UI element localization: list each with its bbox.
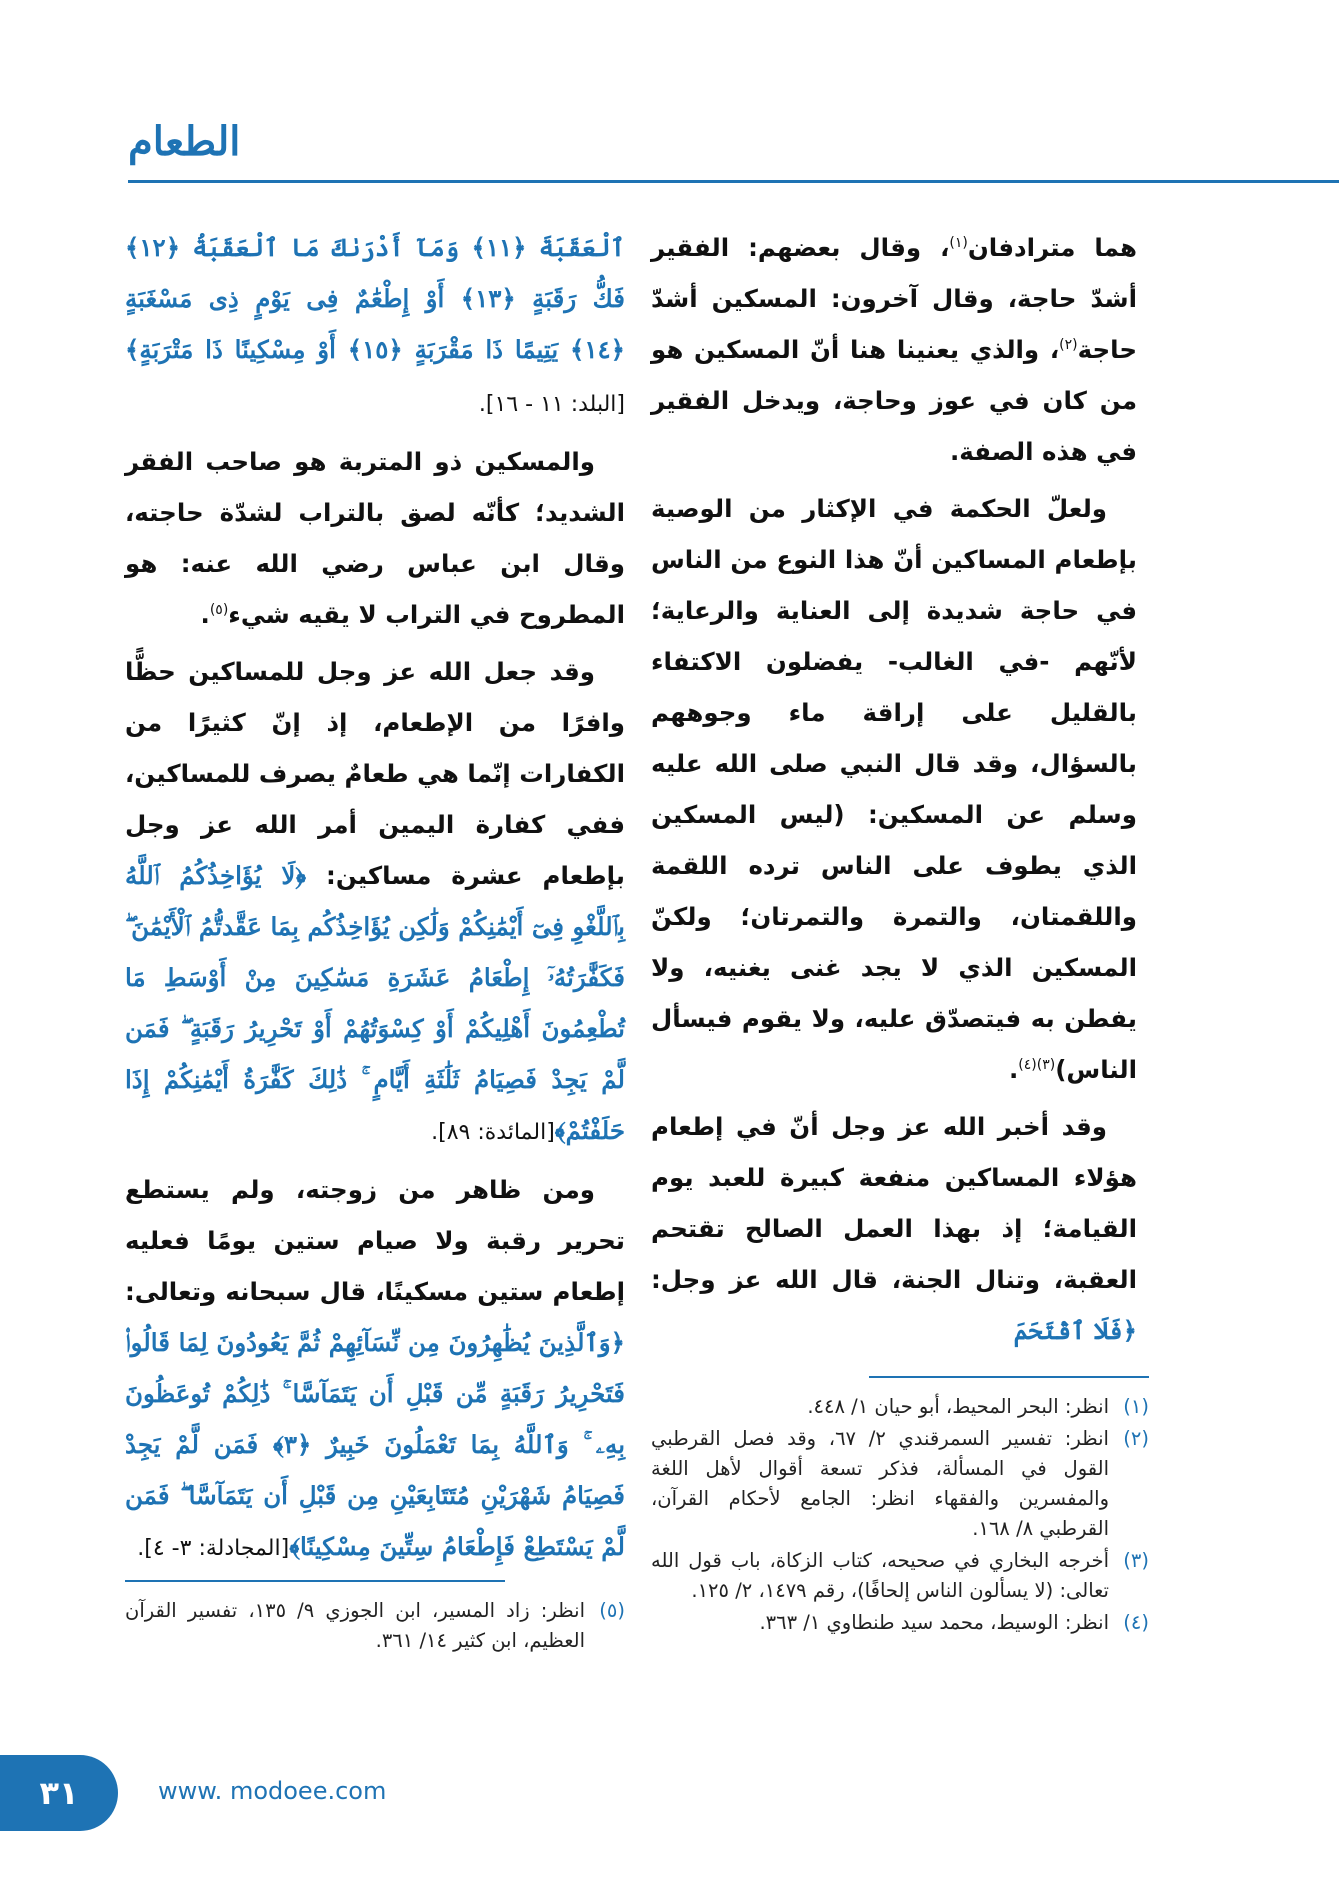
text-run: وقد أخبر الله عز وجل أنّ في إطعام هؤلاء المساكين منفعة كبيرة للعبد يوم القيامة؛ إذ بهذا العمل الصالح تقتحم العقبة، وتنال الجنة، قال الله عز وجل: <box>651 1112 1137 1294</box>
website-link[interactable]: www. modoee.com <box>158 1777 387 1805</box>
footnote-item <box>125 1596 625 1656</box>
quran-verse: ﴿وَٱلَّذِينَ يُظَٰهِرُونَ مِن نِّسَآئِهِمْ ثُمَّ يَعُودُونَ لِمَا قَالُوا۟ فَتَحْرِيرُ رَقَبَةٍ مِّن قَبْلِ أَن يَتَمَآسَّا ۚ ذَٰلِكُمْ تُوعَظُونَ بِهِۦ ۚ وَٱللَّهُ بِمَا تَعْمَلُونَ خَبِيرٌ ﴿٣﴾ فَمَن لَّمْ يَجِدْ فَصِيَامُ شَهْرَيْنِ مُتَتَابِعَيْنِ مِن قَبْلِ أَن يَتَمَآسَّا ۖ فَمَن لَّمْ يَسْتَطِعْ فَإِطْعَامُ سِتِّينَ مِسْكِينًا﴾ <box>125 1328 626 1561</box>
footnote-item <box>651 1608 1149 1638</box>
paragraph-3 <box>651 1101 1137 1356</box>
footnote-item <box>651 1424 1149 1544</box>
footnotes-left <box>125 1596 625 1658</box>
verse-reference: [المائدة: ٨٩]. <box>431 1120 555 1145</box>
text-run: ، وقال بعضهم: الفقير أشدّ حاجة، وقال آخرون: المسكين أشدّ حاجة <box>651 233 1137 364</box>
text-run: ومن ظاهر من زوجته، ولم يستطع تحرير رقبة ولا صيام ستين يومًا فعليه إطعام ستين مسكينًا، قال سبحانه وتعالى: <box>125 1175 625 1306</box>
quran-verse: ﴿فَلَا ٱقْتَحَمَ <box>1013 1316 1137 1345</box>
footnote-ref-3-4[interactable]: (٣)(٤) <box>1018 1056 1056 1073</box>
text-run: . <box>1008 1055 1019 1084</box>
header-divider <box>128 180 1339 183</box>
quran-verse: ﴿لَا يُؤَاخِذُكُمُ ٱللَّهُ بِٱللَّغْوِ فِىٓ أَيْمَٰنِكُمْ وَلَٰكِن يُؤَاخِذُكُم بِمَا عَقَّدتُّمُ ٱلْأَيْمَٰنَ ۖ فَكَفَّٰرَتُهُۥٓ إِطْعَامُ عَشَرَةِ مَسَٰكِينَ مِنْ أَوْسَطِ مَا تُطْعِمُونَ أَهْلِيكُمْ أَوْ كِسْوَتُهُمْ أَوْ تَحْرِيرُ رَقَبَةٍ ۖ فَمَن لَّمْ يَجِدْ فَصِيَامُ ثَلَٰثَةِ أَيَّامٍ ۚ ذَٰلِكَ كَفَّٰرَةُ أَيْمَٰنِكُمْ إِذَا حَلَفْتُمْ﴾ <box>125 861 625 1145</box>
footnote-text: أخرجه البخاري في صحيحه، كتاب الزكاة، باب قول الله تعالى: (لا يسألون الناس إلحافًا)، رقم ١٤٧٩، ٢/ ١٢٥. <box>651 1549 1109 1602</box>
verse-reference: [البلد: ١١ - ١٦]. <box>478 392 625 417</box>
footnote-item <box>651 1392 1149 1422</box>
paragraph-2 <box>651 483 1137 1095</box>
footnote-text: انظر: الوسيط، محمد سيد طنطاوي ١/ ٣٦٣. <box>759 1611 1109 1634</box>
page-title: الطعام <box>128 118 241 165</box>
page-number-badge <box>0 1755 118 1831</box>
footnote-item <box>651 1546 1149 1606</box>
paragraph-5 <box>125 646 625 1158</box>
paragraph-6 <box>125 1164 625 1574</box>
text-run: ولعلّ الحكمة في الإكثار من الوصية بإطعام المساكين أنّ هذا النوع من الناس في حاجة شديدة إلى العناية والرعاية؛ لأنّهم -في الغالب- يفضلون الاكتفاء بالقليل على إراقة ماء وجوههم بالسؤال، وقد قال النبي صلى الله عليه وسلم عن المسكين: (ليس المسكين الذي يطوف على الناس ترده اللقمة واللقمتان، والتمرة والتمرتان؛ ولكنّ المسكين الذي لا يجد غنى يغنيه، ولا يفطن به فيتصدّق عليه، ولا يقوم فيسأل الناس) <box>651 494 1137 1084</box>
verse-reference: [المجادلة: ٣- ٤]. <box>137 1536 290 1561</box>
footnote-number: (٢) <box>1123 1427 1149 1450</box>
text-run: ، والذي يعنينا هنا أنّ المسكين هو من كان في عوز وحاجة، ويدخل الفقير في هذه الصفة. <box>651 335 1137 466</box>
text-run: وقد جعل الله عز وجل للمساكين حظًّا وافرًا من الإطعام، إذ إنّ كثيرًا من الكفارات إنّما هي طعامٌ يصرف للمساكين، ففي كفارة اليمين أمر الله عز وجل بإطعام عشرة مساكين: <box>125 657 625 890</box>
paragraph-4 <box>125 436 625 640</box>
page-number: ٣١ <box>39 1774 79 1812</box>
footnote-ref-1[interactable]: (١) <box>949 234 968 251</box>
left-column <box>125 222 625 1580</box>
footnote-ref-2[interactable]: (٢) <box>1059 336 1078 353</box>
footnotes-right <box>651 1392 1149 1640</box>
footnote-divider <box>869 1376 1149 1378</box>
text-run: هما مترادفان <box>967 233 1137 262</box>
paragraph-1 <box>651 222 1137 477</box>
quran-verse: ٱلْعَقَبَةَ ﴿١١﴾ وَمَآ أَدْرَىٰكَ مَا ٱلْعَقَبَةُ ﴿١٢﴾ فَكُّ رَقَبَةٍ ﴿١٣﴾ أَوْ إِطْعَٰمٌ فِى يَوْمٍ ذِى مَسْغَبَةٍ ﴿١٤﴾ يَتِيمًا ذَا مَقْرَبَةٍ ﴿١٥﴾ أَوْ مِسْكِينًا ذَا مَتْرَبَةٍ﴾ <box>125 233 625 364</box>
footnote-number: (٤) <box>1123 1611 1149 1634</box>
footnote-number: (٣) <box>1123 1549 1149 1572</box>
text-run: . <box>200 600 210 629</box>
footnote-text: انظر: البحر المحيط، أبو حيان ١/ ٤٤٨. <box>807 1395 1109 1418</box>
paragraph-quran-balad <box>125 222 625 430</box>
footnote-number: (١) <box>1123 1395 1149 1418</box>
text-run: والمسكين ذو المتربة هو صاحب الفقر الشديد؛ كأنّه لصق بالتراب لشدّة حاجته، وقال ابن عباس رضي الله عنه: هو المطروح في التراب لا يقيه شيء <box>125 447 625 629</box>
footnote-text: انظر: زاد المسير، ابن الجوزي ٩/ ١٣٥، تفسير القرآن العظيم، ابن كثير ١٤/ ٣٦١. <box>125 1599 585 1652</box>
footnote-ref-5[interactable]: (٥) <box>209 601 229 618</box>
footnote-divider <box>125 1580 505 1582</box>
footnote-text: انظر: تفسير السمرقندي ٢/ ٦٧، وقد فصل القرطبي القول في المسألة، فذكر تسعة أقوال لأهل اللغة والمفسرين والفقهاء انظر: الجامع لأحكام القرآن، القرطبي ٨/ ١٦٨. <box>651 1427 1109 1540</box>
right-column <box>651 222 1137 1362</box>
footnote-number: (٥) <box>599 1599 625 1622</box>
